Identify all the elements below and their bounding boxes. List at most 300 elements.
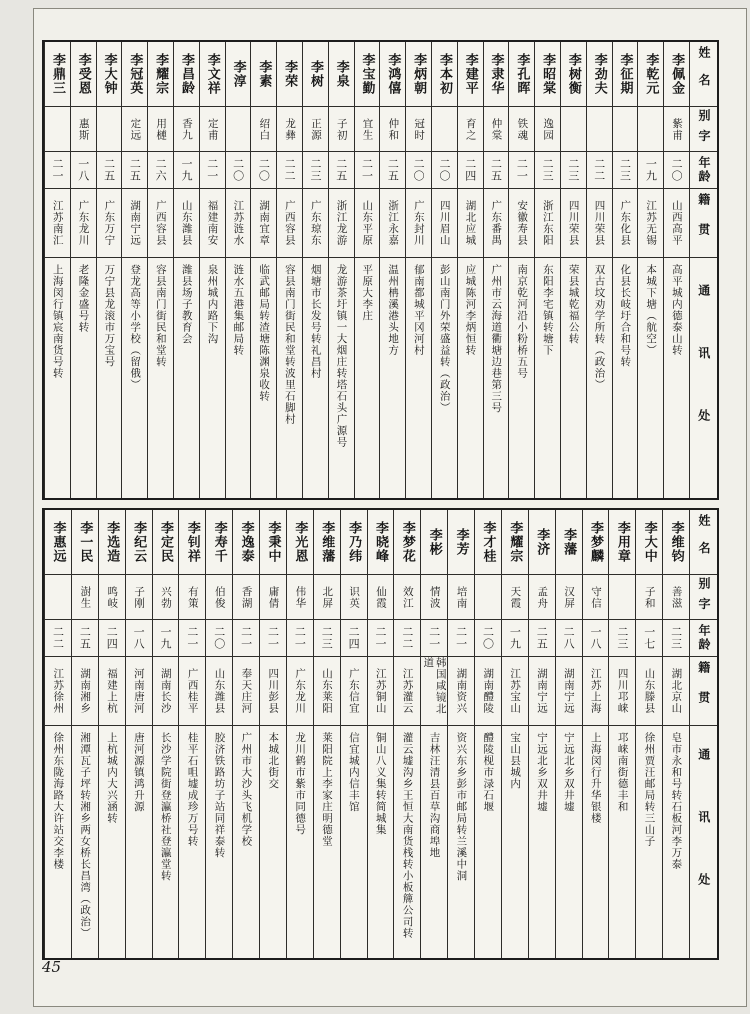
name-cell: 李征期 bbox=[613, 42, 638, 107]
age-cell: 二一 bbox=[287, 620, 313, 657]
name-cell: 李树 bbox=[303, 42, 328, 107]
person-column bbox=[474, 510, 501, 958]
age-cell: 二五 bbox=[484, 152, 509, 189]
age-cell: 二一 bbox=[200, 152, 225, 189]
person-column bbox=[302, 42, 328, 498]
address-cell: 莱阳院上李家庄明德堂 bbox=[320, 732, 333, 847]
zi-cell bbox=[609, 575, 635, 620]
address-cell: 烟塘市长发号转礼昌村 bbox=[309, 264, 322, 379]
person-column bbox=[147, 42, 173, 498]
age-cell: 一九 bbox=[502, 620, 528, 657]
age-cell: 二一 bbox=[355, 152, 380, 189]
age-cell: 二一 bbox=[368, 620, 394, 657]
age-cell: 二五 bbox=[72, 620, 98, 657]
column-headers bbox=[689, 42, 717, 498]
person-column bbox=[431, 42, 457, 498]
name-cell: 李维钧 bbox=[663, 510, 689, 575]
age-cell: 二二 bbox=[587, 152, 612, 189]
address-cell: 长沙学院街登瀛桥社登瀛堂转 bbox=[159, 732, 172, 882]
name-cell: 李劲夫 bbox=[587, 42, 612, 107]
name-cell: 李大中 bbox=[636, 510, 662, 575]
name-cell: 李昌龄 bbox=[174, 42, 199, 107]
zi-cell: 绍白 bbox=[251, 107, 276, 152]
name-cell: 李大钟 bbox=[97, 42, 122, 107]
address-cell: 唐河源镇鸿升源 bbox=[132, 732, 145, 813]
age-cell: 二〇 bbox=[664, 152, 689, 189]
zi-cell: 伟华 bbox=[287, 575, 313, 620]
person-column bbox=[662, 510, 689, 958]
name-cell: 李荣 bbox=[277, 42, 302, 107]
origin-cell: 广东封川 bbox=[406, 189, 431, 258]
top-directory-table bbox=[42, 40, 719, 500]
header-address: 通讯处 bbox=[696, 748, 711, 936]
address-cell: 信宜城内信丰馆 bbox=[347, 732, 360, 813]
address-cell: 湘潭瓦子坪转湘乡两女桥长昌湾（政治） bbox=[79, 732, 92, 939]
zi-cell: 香湖 bbox=[233, 575, 259, 620]
origin-cell: 浙江东阳 bbox=[535, 189, 560, 258]
zi-cell: 澍生 bbox=[72, 575, 98, 620]
name-cell: 李光恩 bbox=[287, 510, 313, 575]
origin-cell: 山东莱阳 bbox=[314, 657, 340, 726]
age-cell: 二一 bbox=[260, 620, 286, 657]
age-cell: 二五 bbox=[97, 152, 122, 189]
origin-cell: 广东龙川 bbox=[287, 657, 313, 726]
address-cell: 南京乾河沿小粉桥五号 bbox=[516, 264, 529, 379]
name-cell: 李秉中 bbox=[260, 510, 286, 575]
zi-cell: 香九 bbox=[174, 107, 199, 152]
person-column bbox=[637, 42, 663, 498]
address-cell: 荣县城乾福公转 bbox=[567, 264, 580, 345]
origin-cell: 广西容县 bbox=[277, 189, 302, 258]
origin-cell: 广东万宁 bbox=[97, 189, 122, 258]
origin-cell: 江苏涟水 bbox=[226, 189, 251, 258]
age-cell: 二五 bbox=[529, 620, 555, 657]
person-column bbox=[555, 510, 582, 958]
age-cell: 二五 bbox=[122, 152, 147, 189]
address-cell: 潍县场子教育会 bbox=[180, 264, 193, 345]
age-cell: 一八 bbox=[583, 620, 609, 657]
person-column bbox=[457, 42, 483, 498]
name-cell: 李佩金 bbox=[664, 42, 689, 107]
person-column bbox=[420, 510, 447, 958]
zi-cell: 兴勃 bbox=[153, 575, 179, 620]
zi-cell: 守信 bbox=[583, 575, 609, 620]
zi-cell bbox=[226, 107, 251, 152]
age-cell: 二〇 bbox=[226, 152, 251, 189]
person-column bbox=[663, 42, 689, 498]
zi-cell: 子刚 bbox=[126, 575, 152, 620]
zi-cell: 鸣岐 bbox=[99, 575, 125, 620]
person-column bbox=[405, 42, 431, 498]
age-cell: 二三 bbox=[561, 152, 586, 189]
origin-cell: 江苏上海 bbox=[583, 657, 609, 726]
address-cell: 登龙高等小学校（留俄） bbox=[129, 264, 142, 391]
zi-cell: 北屏 bbox=[314, 575, 340, 620]
person-column bbox=[225, 42, 251, 498]
age-cell: 二二 bbox=[277, 152, 302, 189]
name-cell: 李芳 bbox=[448, 510, 474, 575]
person-column bbox=[367, 510, 394, 958]
origin-cell: 韩国咸镜北道 bbox=[421, 657, 447, 726]
origin-cell: 山东潍县 bbox=[174, 189, 199, 258]
zi-cell: 逸园 bbox=[535, 107, 560, 152]
address-cell: 上海闵行镇宸南货号转 bbox=[51, 264, 64, 379]
address-cell: 容县南门街民和堂转 bbox=[154, 264, 167, 368]
origin-cell: 江苏南汇 bbox=[45, 189, 70, 258]
name-cell: 李彬 bbox=[421, 510, 447, 575]
zi-cell: 铁魂 bbox=[509, 107, 534, 152]
person-column bbox=[286, 510, 313, 958]
age-cell: 二四 bbox=[458, 152, 483, 189]
zi-cell: 龙彝 bbox=[277, 107, 302, 152]
name-cell: 李用章 bbox=[609, 510, 635, 575]
address-cell: 老隆金盛号转 bbox=[77, 264, 90, 333]
name-cell: 李文祥 bbox=[200, 42, 225, 107]
age-cell: 二三 bbox=[535, 152, 560, 189]
person-column bbox=[178, 510, 205, 958]
origin-cell: 湖南宜章 bbox=[251, 189, 276, 258]
origin-cell: 山东潍县 bbox=[206, 657, 232, 726]
origin-cell: 山东平原 bbox=[355, 189, 380, 258]
person-column bbox=[354, 42, 380, 498]
age-cell: 二八 bbox=[556, 620, 582, 657]
name-cell: 李定民 bbox=[153, 510, 179, 575]
person-column bbox=[121, 42, 147, 498]
origin-cell: 浙江龙游 bbox=[329, 189, 354, 258]
age-cell: 二〇 bbox=[406, 152, 431, 189]
origin-cell: 江苏铜山 bbox=[368, 657, 394, 726]
address-cell: 郁南都城平冈河村 bbox=[412, 264, 425, 356]
person-column bbox=[508, 42, 534, 498]
person-column bbox=[328, 42, 354, 498]
person-column bbox=[96, 42, 122, 498]
address-cell: 涟水五港集邮局转 bbox=[232, 264, 245, 356]
zi-cell: 仲棠 bbox=[484, 107, 509, 152]
person-column bbox=[313, 510, 340, 958]
person-column bbox=[98, 510, 125, 958]
address-cell: 广州市大沙头飞机学校 bbox=[240, 732, 253, 847]
name-cell: 李树衡 bbox=[561, 42, 586, 107]
zi-cell bbox=[97, 107, 122, 152]
name-cell: 李建平 bbox=[458, 42, 483, 107]
person-column bbox=[379, 42, 405, 498]
name-cell: 李才桂 bbox=[475, 510, 501, 575]
age-cell: 二一 bbox=[421, 620, 447, 657]
address-cell: 宁远北乡双井墟 bbox=[562, 732, 575, 813]
origin-cell: 湖南醴陵 bbox=[475, 657, 501, 726]
address-cell: 龙游茶圩镇一大烟庄转塔石头广源号 bbox=[335, 264, 348, 448]
age-cell: 一八 bbox=[126, 620, 152, 657]
zi-cell bbox=[613, 107, 638, 152]
zi-cell bbox=[587, 107, 612, 152]
origin-cell: 广西桂平 bbox=[179, 657, 205, 726]
age-cell: 一九 bbox=[174, 152, 199, 189]
age-cell: 二三 bbox=[314, 620, 340, 657]
address-cell: 徐州贾汪邮局转三山子 bbox=[643, 732, 656, 847]
zi-cell: 培南 bbox=[448, 575, 474, 620]
name-cell: 李耀宗 bbox=[502, 510, 528, 575]
person-column bbox=[44, 510, 71, 958]
zi-cell: 伯俊 bbox=[206, 575, 232, 620]
address-cell: 胶济铁路坊子站同祥泰转 bbox=[213, 732, 226, 859]
origin-cell: 湖南宁远 bbox=[529, 657, 555, 726]
age-cell: 二四 bbox=[99, 620, 125, 657]
header-age: 年龄 bbox=[690, 620, 717, 657]
page-number: 45 bbox=[42, 958, 62, 976]
age-cell: 一九 bbox=[153, 620, 179, 657]
person-column bbox=[173, 42, 199, 498]
person-column bbox=[501, 510, 528, 958]
name-cell: 李乃纬 bbox=[341, 510, 367, 575]
person-column bbox=[71, 510, 98, 958]
zi-cell: 识英 bbox=[341, 575, 367, 620]
origin-cell: 浙江永嘉 bbox=[380, 189, 405, 258]
person-column bbox=[447, 510, 474, 958]
address-cell: 化县长岐圩合和号转 bbox=[619, 264, 632, 368]
zi-cell: 善滋 bbox=[663, 575, 689, 620]
address-cell: 醴陵枧市渌石堰 bbox=[482, 732, 495, 813]
person-column bbox=[635, 510, 662, 958]
zi-cell: 定远 bbox=[122, 107, 147, 152]
name-cell: 李晓峰 bbox=[368, 510, 394, 575]
origin-cell: 湖南资兴 bbox=[448, 657, 474, 726]
age-cell: 二一 bbox=[509, 152, 534, 189]
origin-cell: 福建南安 bbox=[200, 189, 225, 258]
name-cell: 李泉 bbox=[329, 42, 354, 107]
name-cell: 李鼎三 bbox=[45, 42, 70, 107]
person-column bbox=[205, 510, 232, 958]
origin-cell: 奉天庄河 bbox=[233, 657, 259, 726]
address-cell: 应城陈河李炳恒转 bbox=[464, 264, 477, 356]
address-cell: 邛崃南街德丰和 bbox=[616, 732, 629, 813]
zi-cell: 汉屏 bbox=[556, 575, 582, 620]
age-cell: 二〇 bbox=[206, 620, 232, 657]
zi-cell: 子初 bbox=[329, 107, 354, 152]
zi-cell: 育之 bbox=[458, 107, 483, 152]
age-cell: 二四 bbox=[341, 620, 367, 657]
age-cell: 二三 bbox=[663, 620, 689, 657]
origin-cell: 湖南宁远 bbox=[556, 657, 582, 726]
origin-cell: 广西容县 bbox=[148, 189, 173, 258]
age-cell: 二〇 bbox=[251, 152, 276, 189]
address-cell: 上海闵行升华银楼 bbox=[589, 732, 602, 824]
header-zi: 别字 bbox=[690, 107, 717, 152]
age-cell: 一九 bbox=[638, 152, 663, 189]
name-cell: 李一民 bbox=[72, 510, 98, 575]
age-cell: 二五 bbox=[329, 152, 354, 189]
zi-cell: 效江 bbox=[394, 575, 420, 620]
origin-cell: 江苏灌云 bbox=[394, 657, 420, 726]
person-column bbox=[582, 510, 609, 958]
address-cell: 临武邮局转渣塘陈渊泉收转 bbox=[258, 264, 271, 402]
person-column bbox=[152, 510, 179, 958]
name-cell: 李素 bbox=[251, 42, 276, 107]
age-cell: 二三 bbox=[613, 152, 638, 189]
zi-cell: 宜生 bbox=[355, 107, 380, 152]
address-cell: 泉州城内路下沟 bbox=[206, 264, 219, 345]
age-cell: 二三 bbox=[609, 620, 635, 657]
age-cell: 二一 bbox=[179, 620, 205, 657]
name-cell: 李冠英 bbox=[122, 42, 147, 107]
zi-cell: 庸倩 bbox=[260, 575, 286, 620]
address-cell: 容县南门街民和堂转波里石脚村 bbox=[283, 264, 296, 425]
zi-cell: 孟舟 bbox=[529, 575, 555, 620]
origin-cell: 广东番禺 bbox=[484, 189, 509, 258]
origin-cell: 广东琼东 bbox=[303, 189, 328, 258]
person-column bbox=[125, 510, 152, 958]
name-cell: 李乾元 bbox=[638, 42, 663, 107]
name-cell: 李纪云 bbox=[126, 510, 152, 575]
origin-cell: 河南唐河 bbox=[126, 657, 152, 726]
name-cell: 李受恩 bbox=[71, 42, 96, 107]
address-cell: 资兴东乡彭市邮局转兰溪中洞 bbox=[455, 732, 468, 882]
age-cell: 二三 bbox=[303, 152, 328, 189]
age-cell: 一七 bbox=[636, 620, 662, 657]
origin-cell: 安徽寿县 bbox=[509, 189, 534, 258]
origin-cell: 湖南宁远 bbox=[122, 189, 147, 258]
age-cell: 二〇 bbox=[432, 152, 457, 189]
address-cell: 高平城内德泰山转 bbox=[670, 264, 683, 356]
person-column bbox=[528, 510, 555, 958]
bottom-directory-table bbox=[42, 508, 719, 960]
address-cell: 皂市永和号转石板河李万泰 bbox=[670, 732, 683, 870]
person-column bbox=[483, 42, 509, 498]
zi-cell: 天霞 bbox=[502, 575, 528, 620]
address-cell: 双古坟劝学所转（政治） bbox=[593, 264, 606, 391]
origin-cell: 湖北京山 bbox=[663, 657, 689, 726]
age-cell: 二一 bbox=[448, 620, 474, 657]
address-cell: 宝山县城内 bbox=[509, 732, 522, 790]
name-cell: 李宝勤 bbox=[355, 42, 380, 107]
age-cell: 二五 bbox=[380, 152, 405, 189]
address-cell: 灌云墟沟乡王恒大南货栈转小板簰公司转 bbox=[401, 732, 414, 939]
name-cell: 李孔晖 bbox=[509, 42, 534, 107]
zi-cell bbox=[475, 575, 501, 620]
zi-cell bbox=[45, 575, 71, 620]
age-cell: 一八 bbox=[71, 152, 96, 189]
name-cell: 李鸿僖 bbox=[380, 42, 405, 107]
name-cell: 李昭棠 bbox=[535, 42, 560, 107]
address-cell: 徐州东陇海路大许站交李楼 bbox=[52, 732, 65, 870]
header-zi: 别字 bbox=[690, 575, 717, 620]
header-origin: 籍贯 bbox=[690, 189, 717, 258]
header-name: 姓名 bbox=[690, 42, 717, 107]
column-headers bbox=[689, 510, 717, 958]
zi-cell: 紫甫 bbox=[664, 107, 689, 152]
person-column bbox=[560, 42, 586, 498]
name-cell: 李维藩 bbox=[314, 510, 340, 575]
address-cell: 东阳李宅镇转塘下 bbox=[541, 264, 554, 356]
origin-cell: 广东信宜 bbox=[341, 657, 367, 726]
name-cell: 李梦花 bbox=[394, 510, 420, 575]
person-column bbox=[44, 42, 70, 498]
age-cell: 二〇 bbox=[475, 620, 501, 657]
address-cell: 彭山南门外荣盛益转（政治） bbox=[438, 264, 451, 414]
address-cell: 铜山八义集转简城集 bbox=[374, 732, 387, 836]
origin-cell: 江苏无锡 bbox=[638, 189, 663, 258]
address-cell: 龙川鹤市紫市同德号 bbox=[294, 732, 307, 836]
zi-cell: 仙霞 bbox=[368, 575, 394, 620]
name-cell: 李藩 bbox=[556, 510, 582, 575]
address-cell: 桂平石咀墟成珍万号转 bbox=[186, 732, 199, 847]
name-cell: 李济 bbox=[529, 510, 555, 575]
person-column bbox=[259, 510, 286, 958]
header-name: 姓名 bbox=[690, 510, 717, 575]
zi-cell: 子和 bbox=[636, 575, 662, 620]
origin-cell: 湖北应城 bbox=[458, 189, 483, 258]
address-cell: 万宁县龙滚市万宝号 bbox=[103, 264, 116, 368]
address-cell: 温州柟溪港头地方 bbox=[387, 264, 400, 356]
origin-cell: 江苏徐州 bbox=[45, 657, 71, 726]
name-cell: 李选造 bbox=[99, 510, 125, 575]
origin-cell: 山西高平 bbox=[664, 189, 689, 258]
origin-cell: 四川荣县 bbox=[587, 189, 612, 258]
name-cell: 李本初 bbox=[432, 42, 457, 107]
person-column bbox=[70, 42, 96, 498]
person-column bbox=[534, 42, 560, 498]
origin-cell: 广东龙川 bbox=[71, 189, 96, 258]
zi-cell: 定甫 bbox=[200, 107, 225, 152]
zi-cell bbox=[45, 107, 70, 152]
name-cell: 李梦麟 bbox=[583, 510, 609, 575]
origin-cell: 湖南长沙 bbox=[153, 657, 179, 726]
zi-cell: 正源 bbox=[303, 107, 328, 152]
origin-cell: 湖南湘乡 bbox=[72, 657, 98, 726]
header-age: 年龄 bbox=[690, 152, 717, 189]
person-column bbox=[250, 42, 276, 498]
person-column bbox=[608, 510, 635, 958]
zi-cell bbox=[638, 107, 663, 152]
age-cell: 二二 bbox=[45, 620, 71, 657]
zi-cell: 有策 bbox=[179, 575, 205, 620]
origin-cell: 山东滕县 bbox=[636, 657, 662, 726]
name-cell: 李钊祥 bbox=[179, 510, 205, 575]
name-cell: 李逸泰 bbox=[233, 510, 259, 575]
person-column bbox=[586, 42, 612, 498]
person-column bbox=[276, 42, 302, 498]
address-cell: 吉林汪清县百草沟商埠地 bbox=[428, 732, 441, 859]
origin-cell: 四川彭县 bbox=[260, 657, 286, 726]
person-column bbox=[340, 510, 367, 958]
zi-cell: 用槤 bbox=[148, 107, 173, 152]
zi-cell: 仲和 bbox=[380, 107, 405, 152]
zi-cell bbox=[432, 107, 457, 152]
name-cell: 李炳朝 bbox=[406, 42, 431, 107]
origin-cell: 四川荣县 bbox=[561, 189, 586, 258]
address-cell: 本城北街交 bbox=[267, 732, 280, 790]
name-cell: 李隶华 bbox=[484, 42, 509, 107]
age-cell: 二六 bbox=[148, 152, 173, 189]
header-origin: 籍贯 bbox=[690, 657, 717, 726]
person-column bbox=[232, 510, 259, 958]
zi-cell bbox=[561, 107, 586, 152]
address-cell: 广州市云海道衢塘边巷第三号 bbox=[490, 264, 503, 414]
name-cell: 李惠远 bbox=[45, 510, 71, 575]
origin-cell: 四川邛崃 bbox=[609, 657, 635, 726]
age-cell: 二一 bbox=[233, 620, 259, 657]
origin-cell: 广东化县 bbox=[613, 189, 638, 258]
name-cell: 李寿千 bbox=[206, 510, 232, 575]
name-cell: 李淳 bbox=[226, 42, 251, 107]
zi-cell: 惠斯 bbox=[71, 107, 96, 152]
header-address: 通讯处 bbox=[696, 284, 711, 472]
age-cell: 二一 bbox=[45, 152, 70, 189]
address-cell: 上杭城内大兴涵转 bbox=[105, 732, 118, 824]
address-cell: 平原大李庄 bbox=[361, 264, 374, 322]
person-column bbox=[393, 510, 420, 958]
origin-cell: 四川眉山 bbox=[432, 189, 457, 258]
age-cell: 二二 bbox=[394, 620, 420, 657]
